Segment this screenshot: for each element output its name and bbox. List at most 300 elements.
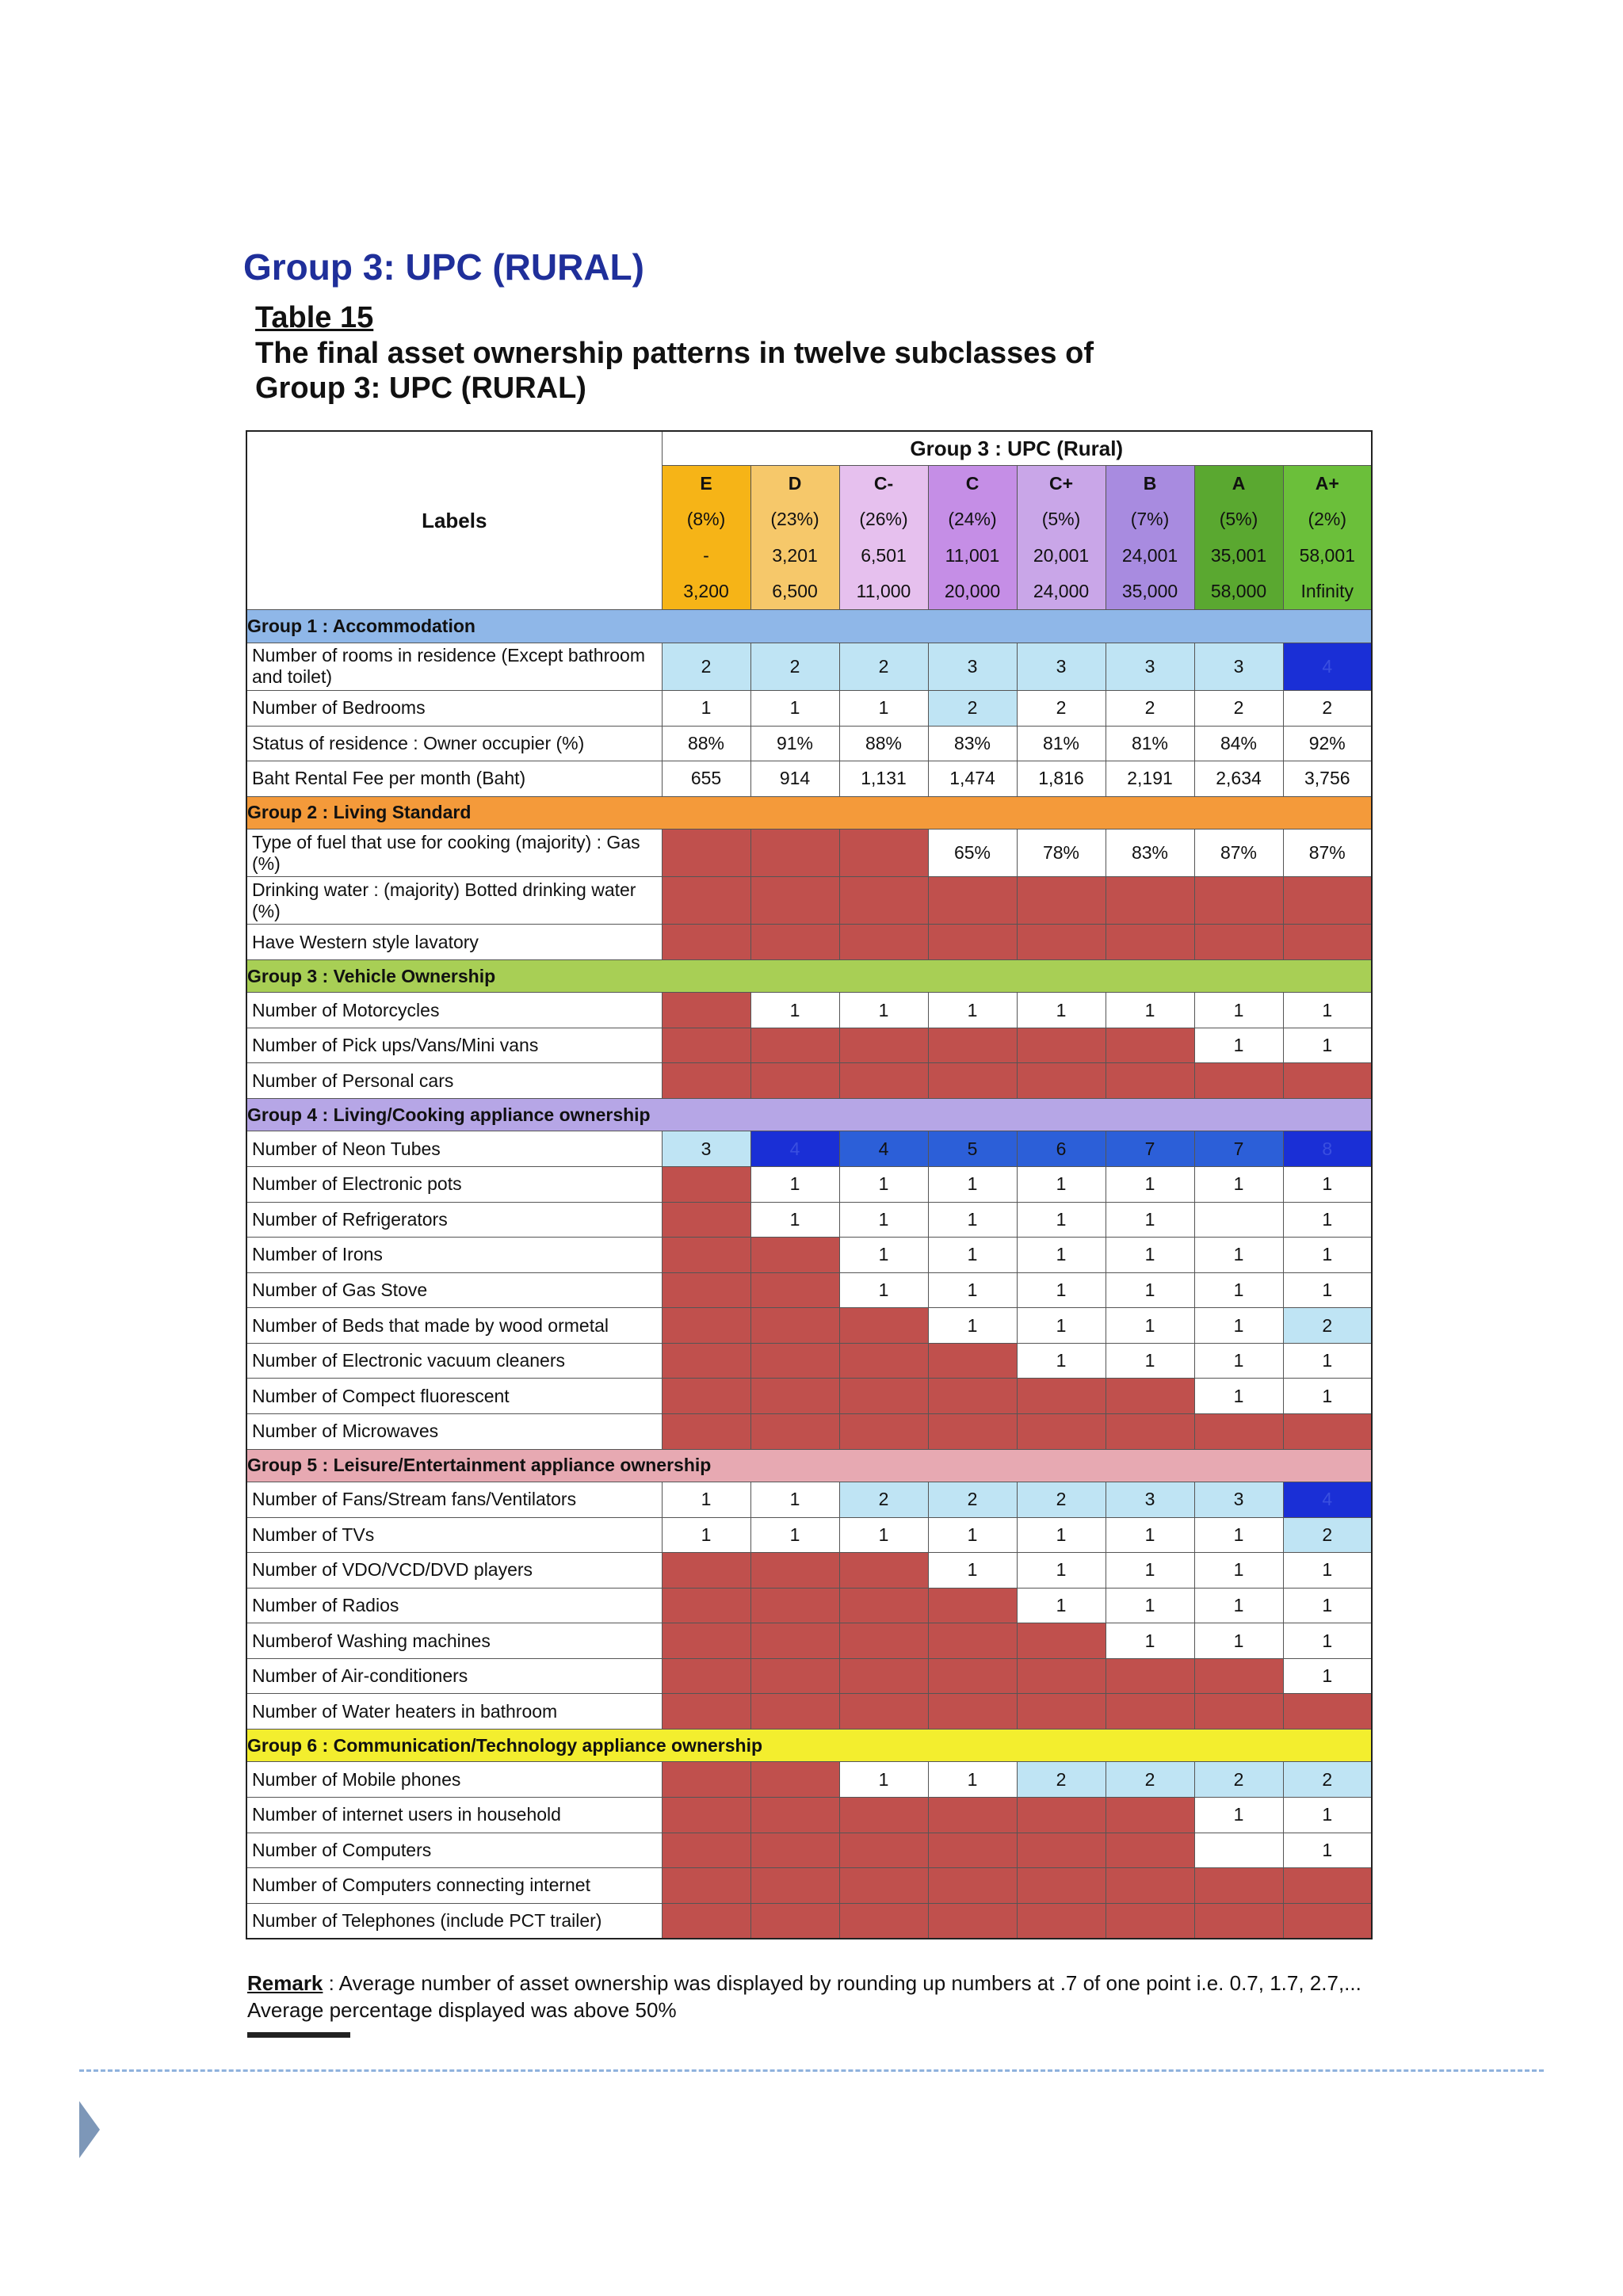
remark	[247, 1970, 1436, 2023]
cell-B: 2	[1106, 1762, 1194, 1798]
table-row	[246, 1131, 1372, 1167]
cell-C	[928, 1797, 1017, 1833]
cell-C	[928, 1413, 1017, 1449]
cell-B: 1	[1106, 1343, 1194, 1379]
row-label: Number of Refrigerators	[246, 1202, 662, 1238]
cell-C+	[1017, 1028, 1106, 1063]
cell-D	[750, 1588, 839, 1623]
cell-A: 1	[1194, 1272, 1283, 1308]
cell-C-	[839, 1868, 928, 1904]
cell-A	[1194, 1658, 1283, 1694]
subclass-high-0: 3,200	[662, 574, 750, 610]
cell-C-: 1	[839, 1517, 928, 1553]
row-label: Number of Neon Tubes	[246, 1131, 662, 1167]
cell-C-	[839, 1623, 928, 1659]
row-label: Number of Compect fluorescent	[246, 1379, 662, 1414]
cell-E	[662, 925, 750, 960]
cell-C	[928, 1833, 1017, 1868]
table-number: Table 15	[255, 301, 374, 334]
cell-D	[750, 877, 839, 925]
group-row-5	[246, 1729, 1372, 1761]
group-title-0: Group 1 : Accommodation	[246, 610, 1372, 643]
cell-D	[750, 830, 839, 877]
cell-C-	[839, 1063, 928, 1099]
cell-C: 5	[928, 1131, 1017, 1167]
group-row-2	[246, 959, 1372, 992]
cell-D	[750, 1833, 839, 1868]
cell-C-: 2	[839, 1482, 928, 1518]
subclass-high-4: 24,000	[1017, 574, 1106, 610]
remark-text: : Average number of asset ownership was displayed by rounding up numbers at .7 of one point i.e. 0.7, 1.7, 2.7,...	[323, 1971, 1361, 1995]
cell-C: 1	[928, 1553, 1017, 1589]
cell-A+: 1	[1283, 1167, 1372, 1203]
table-row	[246, 1238, 1372, 1273]
cell-D: 914	[750, 761, 839, 797]
cell-B: 1	[1106, 1167, 1194, 1203]
row-label: Type of fuel that use for cooking (majority) : Gas (%)	[246, 830, 662, 877]
cell-E	[662, 1308, 750, 1344]
cell-C+: 1	[1017, 1167, 1106, 1203]
cell-E	[662, 877, 750, 925]
cell-B: 2,191	[1106, 761, 1194, 797]
cell-E	[662, 1623, 750, 1659]
row-label: Number of VDO/VCD/DVD players	[246, 1553, 662, 1589]
group-row-0	[246, 610, 1372, 643]
cell-C	[928, 1028, 1017, 1063]
row-label: Number of Bedrooms	[246, 690, 662, 726]
cell-C-	[839, 1308, 928, 1344]
cell-D	[750, 1308, 839, 1344]
row-label: Number of Water heaters in bathroom	[246, 1694, 662, 1730]
table-row	[246, 1308, 1372, 1344]
row-label: Number of Motorcycles	[246, 993, 662, 1028]
cell-B: 1	[1106, 1238, 1194, 1273]
cell-C+: 2	[1017, 1482, 1106, 1518]
table-row	[246, 1797, 1372, 1833]
table-row	[246, 1028, 1372, 1063]
cell-C	[928, 1903, 1017, 1939]
cell-A: 3	[1194, 1482, 1283, 1518]
cell-E	[662, 1833, 750, 1868]
cell-A+: 92%	[1283, 726, 1372, 761]
cell-E: 2	[662, 643, 750, 690]
cell-A+	[1283, 1063, 1372, 1099]
cell-B	[1106, 1903, 1194, 1939]
row-label: Number of Beds that made by wood ormetal	[246, 1308, 662, 1344]
subclass-low-4: 20,001	[1017, 538, 1106, 574]
cell-A: 1	[1194, 993, 1283, 1028]
cell-A: 87%	[1194, 830, 1283, 877]
row-label: Number of Microwaves	[246, 1413, 662, 1449]
row-label: Number of Gas Stove	[246, 1272, 662, 1308]
cell-E	[662, 1238, 750, 1273]
cell-C-: 2	[839, 643, 928, 690]
subclass-pct-6: (5%)	[1194, 502, 1283, 538]
group-title-2: Group 3 : Vehicle Ownership	[246, 959, 1372, 992]
cell-C+: 1	[1017, 1202, 1106, 1238]
cell-D	[750, 1553, 839, 1589]
cell-A	[1194, 925, 1283, 960]
cell-B: 7	[1106, 1131, 1194, 1167]
cell-D	[750, 1028, 839, 1063]
cell-C-	[839, 1797, 928, 1833]
cell-A+: 87%	[1283, 830, 1372, 877]
cell-E	[662, 1658, 750, 1694]
cell-D: 1	[750, 993, 839, 1028]
cell-E	[662, 1413, 750, 1449]
row-label: Status of residence : Owner occupier (%)	[246, 726, 662, 761]
cell-A: 1	[1194, 1238, 1283, 1273]
table-row	[246, 925, 1372, 960]
remark-label: Remark	[247, 1971, 323, 1995]
cell-A+	[1283, 1694, 1372, 1730]
scan-artifact-bar	[247, 2032, 350, 2038]
cell-C+	[1017, 877, 1106, 925]
cell-C	[928, 1063, 1017, 1099]
subclass-name-0: E	[662, 466, 750, 502]
cell-C-	[839, 1833, 928, 1868]
cell-A+	[1283, 1413, 1372, 1449]
cell-C-	[839, 830, 928, 877]
cell-A+	[1283, 1903, 1372, 1939]
cell-C-	[839, 1658, 928, 1694]
cell-A+: 1	[1283, 1658, 1372, 1694]
cell-D	[750, 1272, 839, 1308]
table-row	[246, 1482, 1372, 1518]
row-label: Number of Mobile phones	[246, 1762, 662, 1798]
subclass-high-1: 6,500	[750, 574, 839, 610]
cell-A+: 1	[1283, 1272, 1372, 1308]
table-row	[246, 726, 1372, 761]
cell-B	[1106, 925, 1194, 960]
cell-C+	[1017, 1623, 1106, 1659]
cell-C	[928, 1588, 1017, 1623]
table-row	[246, 1833, 1372, 1868]
cell-D	[750, 1868, 839, 1904]
group-row-4	[246, 1449, 1372, 1482]
cell-B: 1	[1106, 1517, 1194, 1553]
cell-D	[750, 1343, 839, 1379]
cell-A	[1194, 1868, 1283, 1904]
cell-C-: 4	[839, 1131, 928, 1167]
table-row	[246, 1063, 1372, 1099]
row-label: Baht Rental Fee per month (Baht)	[246, 761, 662, 797]
cell-A+: 1	[1283, 1553, 1372, 1589]
cell-E	[662, 1903, 750, 1939]
cell-C: 83%	[928, 726, 1017, 761]
subclass-pct-3: (24%)	[928, 502, 1017, 538]
row-label: Number of Personal cars	[246, 1063, 662, 1099]
table-row	[246, 1658, 1372, 1694]
cell-A: 1	[1194, 1623, 1283, 1659]
cell-C: 2	[928, 1482, 1017, 1518]
table-row	[246, 1202, 1372, 1238]
table-row	[246, 993, 1372, 1028]
cell-C	[928, 1694, 1017, 1730]
row-label: Number of Radios	[246, 1588, 662, 1623]
cell-C: 1	[928, 993, 1017, 1028]
cell-B: 1	[1106, 1623, 1194, 1659]
cell-C+: 1	[1017, 1238, 1106, 1273]
cell-D	[750, 1694, 839, 1730]
cell-C	[928, 1379, 1017, 1414]
cell-C: 1	[928, 1272, 1017, 1308]
cell-A: 1	[1194, 1343, 1283, 1379]
cell-B	[1106, 877, 1194, 925]
cell-E	[662, 1553, 750, 1589]
row-label: Number of Pick ups/Vans/Mini vans	[246, 1028, 662, 1063]
cell-A+	[1283, 1868, 1372, 1904]
cell-A+: 1	[1283, 1202, 1372, 1238]
cell-D: 91%	[750, 726, 839, 761]
cell-D: 1	[750, 1202, 839, 1238]
table-row	[246, 643, 1372, 690]
cell-B	[1106, 1868, 1194, 1904]
row-label: Number of Fans/Stream fans/Ventilators	[246, 1482, 662, 1518]
cell-A	[1194, 1833, 1283, 1868]
cell-B: 3	[1106, 643, 1194, 690]
cell-E	[662, 993, 750, 1028]
table-caption	[255, 336, 1285, 406]
cell-C-	[839, 925, 928, 960]
cell-C-	[839, 1413, 928, 1449]
cell-A+: 2	[1283, 690, 1372, 726]
cell-C+	[1017, 1063, 1106, 1099]
cell-A: 1	[1194, 1028, 1283, 1063]
cell-D	[750, 925, 839, 960]
row-label: Number of TVs	[246, 1517, 662, 1553]
subclass-low-6: 35,001	[1194, 538, 1283, 574]
cell-C: 1,474	[928, 761, 1017, 797]
cell-C+	[1017, 1833, 1106, 1868]
table-row	[246, 830, 1372, 877]
table-row	[246, 877, 1372, 925]
table-row	[246, 1517, 1372, 1553]
cell-C-	[839, 1379, 928, 1414]
cell-C	[928, 1623, 1017, 1659]
cell-D: 1	[750, 1517, 839, 1553]
cell-E	[662, 1202, 750, 1238]
subclass-pct-5: (7%)	[1106, 502, 1194, 538]
cell-E	[662, 1868, 750, 1904]
cell-C+: 3	[1017, 643, 1106, 690]
next-slide-arrow-icon[interactable]	[79, 2101, 100, 2158]
cell-C: 1	[928, 1308, 1017, 1344]
subclass-name-6: A	[1194, 466, 1283, 502]
row-label: Number of Telephones (include PCT trailer)	[246, 1903, 662, 1939]
cell-D	[750, 1762, 839, 1798]
cell-C	[928, 1658, 1017, 1694]
cell-B	[1106, 1833, 1194, 1868]
row-label: Number of rooms in residence (Except bathroom and toilet)	[246, 643, 662, 690]
cell-A+: 1	[1283, 1028, 1372, 1063]
cell-E	[662, 1588, 750, 1623]
cell-A+: 2	[1283, 1762, 1372, 1798]
footer-divider	[79, 2069, 1544, 2072]
cell-C-	[839, 1343, 928, 1379]
cell-C-: 1	[839, 1762, 928, 1798]
cell-A	[1194, 1202, 1283, 1238]
cell-A+: 1	[1283, 1343, 1372, 1379]
group-title-4: Group 5 : Leisure/Entertainment appliance ownership	[246, 1449, 1372, 1482]
cell-C-	[839, 1903, 928, 1939]
table-row	[246, 1868, 1372, 1904]
cell-C-: 1	[839, 1238, 928, 1273]
group-row-1	[246, 796, 1372, 829]
cell-D	[750, 1658, 839, 1694]
cell-C	[928, 877, 1017, 925]
group-header: Group 3 : UPC (Rural)	[662, 431, 1372, 466]
cell-E	[662, 1028, 750, 1063]
cell-A+: 4	[1283, 1482, 1372, 1518]
subclass-name-3: C	[928, 466, 1017, 502]
cell-C+: 1	[1017, 1553, 1106, 1589]
cell-E	[662, 1797, 750, 1833]
cell-A	[1194, 877, 1283, 925]
cell-A+	[1283, 925, 1372, 960]
page-title: Group 3: UPC (RURAL)	[243, 246, 644, 288]
subclass-high-5: 35,000	[1106, 574, 1194, 610]
subclass-low-0: -	[662, 538, 750, 574]
table-row	[246, 1623, 1372, 1659]
group-title-5: Group 6 : Communication/Technology appliance ownership	[246, 1729, 1372, 1761]
subclass-pct-1: (23%)	[750, 502, 839, 538]
cell-B: 1	[1106, 1202, 1194, 1238]
row-label: Number of Computers connecting internet	[246, 1868, 662, 1904]
table-row	[246, 1167, 1372, 1203]
cell-A+: 8	[1283, 1131, 1372, 1167]
cell-E	[662, 830, 750, 877]
remark-text-2: Average percentage displayed was above 50%	[247, 1998, 677, 2022]
cell-A: 2,634	[1194, 761, 1283, 797]
cell-E: 1	[662, 1482, 750, 1518]
table-row	[246, 1762, 1372, 1798]
subclass-pct-4: (5%)	[1017, 502, 1106, 538]
cell-C-: 1	[839, 690, 928, 726]
cell-E	[662, 1762, 750, 1798]
cell-C+	[1017, 1903, 1106, 1939]
subclass-high-6: 58,000	[1194, 574, 1283, 610]
cell-C+: 1	[1017, 993, 1106, 1028]
cell-C	[928, 1343, 1017, 1379]
row-label: Number of Irons	[246, 1238, 662, 1273]
cell-B	[1106, 1658, 1194, 1694]
cell-B	[1106, 1379, 1194, 1414]
cell-A: 84%	[1194, 726, 1283, 761]
cell-D: 4	[750, 1131, 839, 1167]
cell-A+: 2	[1283, 1308, 1372, 1344]
cell-D	[750, 1903, 839, 1939]
cell-A+: 1	[1283, 1379, 1372, 1414]
cell-A	[1194, 1903, 1283, 1939]
cell-B: 1	[1106, 1553, 1194, 1589]
table-row	[246, 1903, 1372, 1939]
cell-A	[1194, 1063, 1283, 1099]
cell-C-	[839, 1694, 928, 1730]
subclass-name-5: B	[1106, 466, 1194, 502]
cell-D	[750, 1797, 839, 1833]
table-row	[246, 1553, 1372, 1589]
table-caption-line-1: The final asset ownership patterns in twelve subclasses of	[255, 337, 1094, 370]
table-row	[246, 1272, 1372, 1308]
row-label: Number of Computers	[246, 1833, 662, 1868]
cell-A	[1194, 1694, 1283, 1730]
cell-E	[662, 1343, 750, 1379]
cell-D	[750, 1063, 839, 1099]
cell-C: 1	[928, 1167, 1017, 1203]
group-title-3: Group 4 : Living/Cooking appliance ownership	[246, 1099, 1372, 1131]
subclass-name-1: D	[750, 466, 839, 502]
subclass-name-4: C+	[1017, 466, 1106, 502]
cell-C+: 1	[1017, 1308, 1106, 1344]
subclass-low-3: 11,001	[928, 538, 1017, 574]
cell-C+: 2	[1017, 1762, 1106, 1798]
cell-A: 1	[1194, 1553, 1283, 1589]
cell-A: 2	[1194, 690, 1283, 726]
subclass-low-2: 6,501	[839, 538, 928, 574]
cell-C+: 6	[1017, 1131, 1106, 1167]
cell-C-: 1	[839, 1167, 928, 1203]
cell-B	[1106, 1028, 1194, 1063]
cell-E: 655	[662, 761, 750, 797]
cell-A+: 3,756	[1283, 761, 1372, 797]
cell-C+: 81%	[1017, 726, 1106, 761]
cell-C: 1	[928, 1762, 1017, 1798]
cell-B	[1106, 1413, 1194, 1449]
cell-A+: 2	[1283, 1517, 1372, 1553]
asset-ownership-table	[246, 430, 1373, 1939]
cell-C+	[1017, 925, 1106, 960]
row-label: Numberof Washing machines	[246, 1623, 662, 1659]
subclass-low-7: 58,001	[1283, 538, 1372, 574]
subclass-high-2: 11,000	[839, 574, 928, 610]
cell-C-	[839, 877, 928, 925]
subclass-low-5: 24,001	[1106, 538, 1194, 574]
cell-A: 1	[1194, 1167, 1283, 1203]
cell-E	[662, 1272, 750, 1308]
cell-D: 2	[750, 643, 839, 690]
cell-A: 1	[1194, 1517, 1283, 1553]
row-label: Number of Electronic vacuum cleaners	[246, 1343, 662, 1379]
cell-C: 2	[928, 690, 1017, 726]
cell-C-	[839, 1588, 928, 1623]
cell-C-	[839, 1028, 928, 1063]
cell-C+: 1,816	[1017, 761, 1106, 797]
cell-C+	[1017, 1797, 1106, 1833]
cell-C: 65%	[928, 830, 1017, 877]
cell-C+	[1017, 1694, 1106, 1730]
subclass-pct-7: (2%)	[1283, 502, 1372, 538]
cell-C+: 78%	[1017, 830, 1106, 877]
cell-C-: 1	[839, 993, 928, 1028]
cell-D: 1	[750, 1167, 839, 1203]
cell-C: 1	[928, 1238, 1017, 1273]
cell-C-: 1	[839, 1202, 928, 1238]
group-row-3	[246, 1099, 1372, 1131]
cell-D: 1	[750, 690, 839, 726]
cell-C+	[1017, 1868, 1106, 1904]
cell-C: 1	[928, 1202, 1017, 1238]
cell-B	[1106, 1797, 1194, 1833]
cell-D	[750, 1238, 839, 1273]
cell-C: 3	[928, 643, 1017, 690]
cell-B: 2	[1106, 690, 1194, 726]
cell-A+: 1	[1283, 1797, 1372, 1833]
cell-E	[662, 1063, 750, 1099]
cell-A	[1194, 1413, 1283, 1449]
cell-C-: 1	[839, 1272, 928, 1308]
cell-C+: 1	[1017, 1343, 1106, 1379]
